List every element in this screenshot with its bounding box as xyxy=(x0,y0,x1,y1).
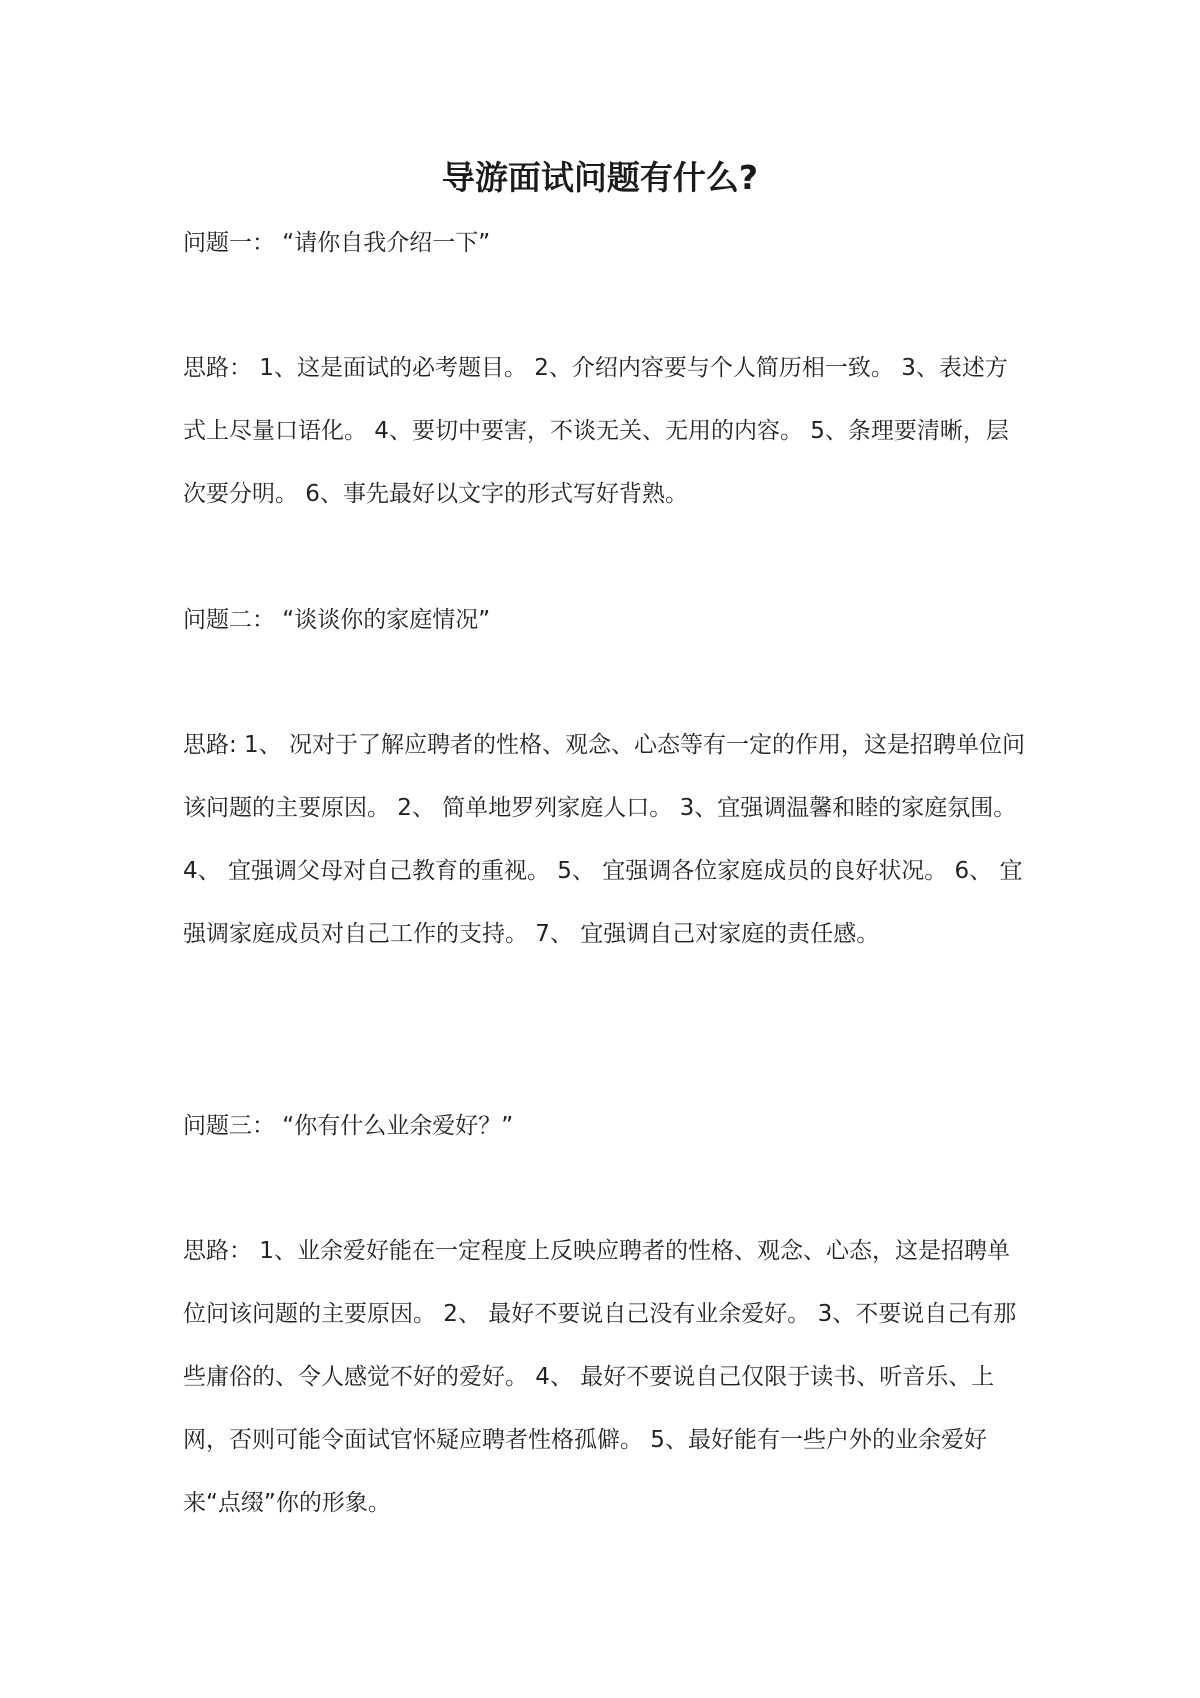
answer-3: 思路： 1、业余爱好能在一定程度上反映应聘者的性格、观念、心态，这是招聘单位问该问题的主要原因。 2、 最好不要说自己没有业余爱好。 3、不要说自己有那些庸俗的、令人感觉不好的爱好。 4、 最好不要说自己仅限于读书、听音乐、上网，否则可能令面试官怀疑应聘者性格孤僻。 5、最好能有一些户外的业余爱好来“点缀”你的形象。 xyxy=(183,1238,1017,1516)
answer-1: 思路： 1、这是面试的必考题目。 2、介绍内容要与个人简历相一致。 3、表述方式上尽量口语化。 4、要切中要害，不谈无关、无用的内容。 5、条理要清晰，层次要分明。 6、事先最好以文字的形式写好背熟。 xyxy=(183,355,1009,507)
answer-2: 思路: 1、 况对于了解应聘者的性格、观念、心态等有一定的作用，这是招聘单位问该问题的主要原因。 2、 简单地罗列家庭人口。 3、宜强调温馨和睦的家庭氛围。 4、 宜强调父母对自己教育的重视。 5、 宜强调各位家庭成员的良好状况。 6、 宜强调家庭成员对自己工作的支持。 7、 宜强调自己对家庭的责任感。 xyxy=(183,732,1026,947)
question-2: 问题二： “谈谈你的家庭情况” xyxy=(183,607,491,633)
question-1: 问题一： “请你自我介绍一下” xyxy=(183,230,491,256)
question-3: 问题三： “你有什么业余爱好？” xyxy=(183,1113,514,1139)
document-title: 导游面试问题有什么? xyxy=(441,158,759,197)
